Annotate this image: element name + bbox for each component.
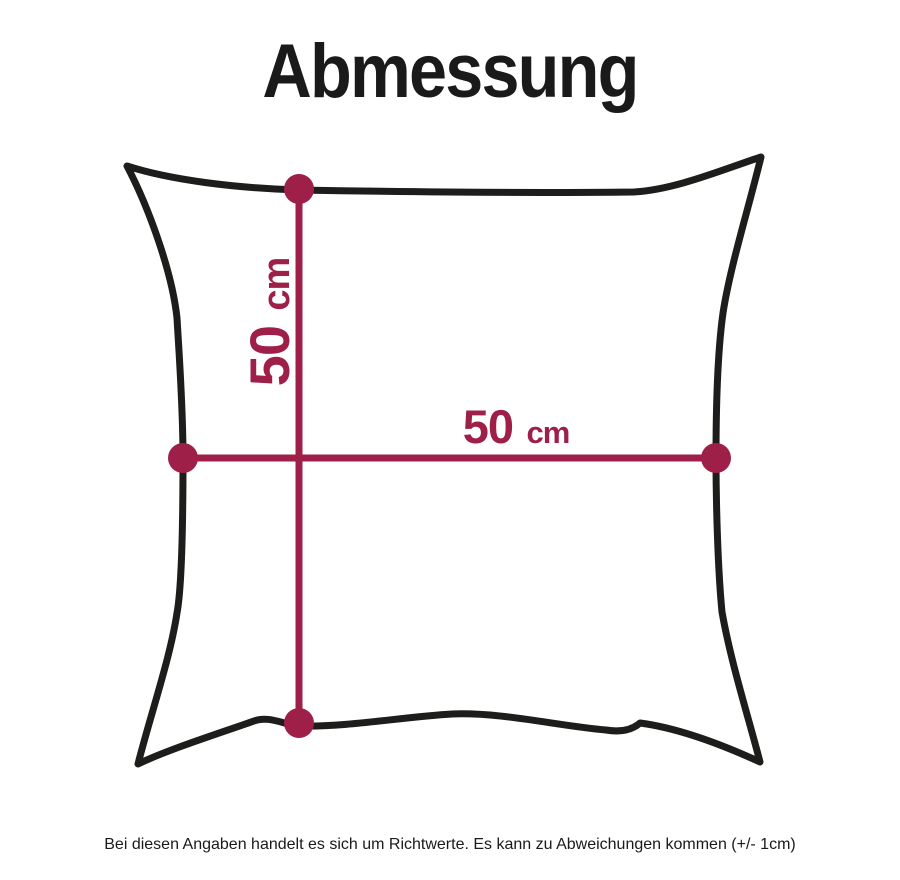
dimension-endpoint-dot-top bbox=[284, 174, 314, 204]
footer-note: Bei diesen Angaben handelt es sich um Richtwerte. Es kann zu Abweichungen kommen (+/- 1cm) bbox=[104, 836, 796, 853]
horizontal-dimension bbox=[168, 400, 731, 473]
horizontal-dimension-unit: cm bbox=[526, 415, 570, 450]
vertical-dimension-label bbox=[238, 258, 301, 387]
horizontal-dimension-value: 50 bbox=[462, 400, 514, 453]
dimension-endpoint-dot-left bbox=[168, 443, 198, 473]
vertical-dimension-value: 50 bbox=[238, 326, 301, 387]
horizontal-dimension-label bbox=[463, 400, 570, 453]
page-title: Abmessung bbox=[262, 29, 638, 114]
dimension-endpoint-dot-bottom bbox=[284, 708, 314, 738]
dimension-endpoint-dot-right bbox=[701, 443, 731, 473]
vertical-dimension-unit: cm bbox=[256, 257, 298, 311]
